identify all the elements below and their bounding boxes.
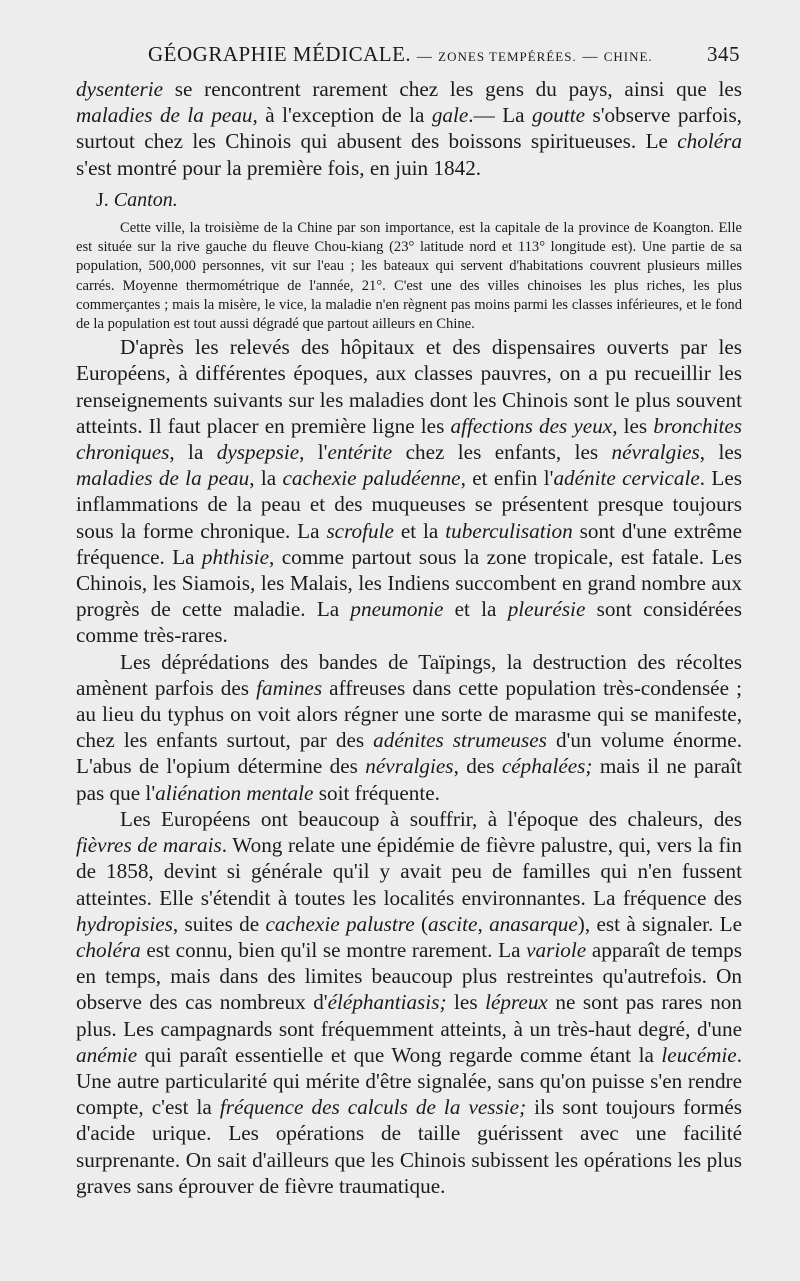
disease-term: céphalées; <box>501 754 593 779</box>
text-run: ), est à signaler. Le <box>577 911 743 936</box>
text-run: , des <box>453 754 502 779</box>
disease-term: hydropisies <box>76 911 173 936</box>
disease-term: entérite <box>327 440 393 465</box>
text-run: , à l'exception de la <box>252 103 432 128</box>
text-run: , l' <box>299 440 328 465</box>
text-run: apparaît de temps en temps, mais dans des limites beaucoup plus restreintes qu'autrefois. On observe des cas nombreux d' <box>76 937 742 1015</box>
city-note: Cette ville, la troisième de la Chine par son importance, est la capitale de la province de Koangton. Elle est située sur la rive gauche du fleuve Chou-kiang (23° latitude nord et 113° longitude est). Une partie de sa population, 500,000 personnes, vit sur l'eau ; les bateaux qui servent d'habitations couvrent plusieurs milles carrés. Moyenne thermométrique de l'année, 21°. C'est une des villes chinoises les plus riches, les plus commerçantes ; mais la misère, le vice, la maladie n'en règnent pas moins parmi les classes inférieures, et le fond de la population est tout aussi dégradé que partout ailleurs en Chine. <box>76 220 742 333</box>
disease-term: cachexie palustre <box>265 911 415 936</box>
disease-term: choléra <box>76 937 141 962</box>
disease-term: anémie <box>76 1042 138 1067</box>
text-run: , la <box>249 466 283 491</box>
text-run: et la <box>443 597 508 622</box>
disease-term: dyspepsie <box>216 440 300 465</box>
text-run: , la <box>169 440 217 465</box>
disease-term: famines <box>256 675 323 700</box>
disease-term: anasarque <box>489 911 578 936</box>
disease-term: leucémie <box>661 1042 737 1067</box>
text-run: , <box>477 911 490 936</box>
text-run: soit fréquente. <box>313 780 440 805</box>
disease-term: fréquence des calculs de la vessie; <box>219 1095 527 1120</box>
text-run: affreuses dans cette population très-condensée ; au lieu du typhus on voit alors régner une sorte de marasme qui se manifeste, chez les enfants surtout, par des <box>76 675 742 753</box>
text-run: , les <box>612 413 654 438</box>
disease-term: gale <box>431 103 469 128</box>
paragraph-2 <box>76 649 742 806</box>
text-run: se rencontrent rarement chez les gens du pays, ainsi que les <box>163 77 742 101</box>
text-run: s'observe parfois, surtout chez les Chinois qui abusent des boissons spiritueuses. Le <box>76 103 742 154</box>
text-run: , les <box>699 440 742 465</box>
text-run: , comme partout sous la zone tropicale, est fatale. Les Chinois, les Siamois, les Malais, les Indiens succombent en grand nombre aux progrès de cette maladie. La <box>76 544 742 622</box>
disease-term: ascite <box>428 911 478 936</box>
text-run: . Une autre particularité qui mérite d'être signalée, sans qu'on puisse s'en rendre compte, c'est la <box>76 1042 742 1120</box>
text-run: , suites de <box>172 911 266 936</box>
disease-term: adénite cervicale <box>553 466 700 491</box>
text-run: d'un volume énorme. L'abus de l'opium détermine des <box>76 728 742 779</box>
text-run: sont considérées comme très-rares. <box>76 597 742 648</box>
text-run: Les déprédations des bandes de Taïpings, la destruction des récoltes amènent parfois des <box>76 649 742 700</box>
text-run: chez les enfants, les <box>392 440 612 465</box>
header-title <box>148 42 653 67</box>
disease-term: névralgies <box>611 440 700 465</box>
text-run: ne sont pas rares non plus. Les campagnards sont fréquemment atteints, à un très-haut degré, d'une <box>76 990 742 1041</box>
paragraph-intro <box>76 76 742 181</box>
disease-term: choléra <box>677 129 742 154</box>
disease-term: affections des yeux <box>450 413 613 438</box>
text-run: D'après les relevés des hôpitaux et des dispensaires ouverts par les Européens, à différentes époques, aux classes pauvres, on a pu recueillir les renseignements suivants sur les maladies dont les Chinois sont le plus souvent atteints. Il faut placer en première ligne les <box>76 335 742 438</box>
text-run: s'est montré pour la première fois, en juin 1842. <box>76 155 482 180</box>
section-heading <box>96 187 742 213</box>
disease-term: maladies de la peau <box>76 466 250 491</box>
text-run: , et enfin l' <box>460 466 554 491</box>
text-run: est connu, bien qu'il se montre rarement. La <box>140 937 527 962</box>
disease-term: aliénation mentale <box>155 780 314 805</box>
header-separator: — <box>416 49 433 65</box>
disease-term: névralgies <box>365 754 454 779</box>
paragraph-1 <box>76 334 742 648</box>
disease-term: pneumonie <box>350 597 444 622</box>
text-run: mais il ne paraît pas que l' <box>76 754 742 805</box>
header-separator: — <box>582 49 598 65</box>
text-run: ( <box>414 911 429 936</box>
disease-term: cachexie paludéenne <box>282 466 461 491</box>
text-run: les <box>446 990 486 1015</box>
text-run: qui paraît essentielle et que Wong regarde comme étant la <box>137 1042 662 1067</box>
disease-term: tuberculisation <box>445 518 573 543</box>
disease-term: fièvres de marais <box>76 833 222 858</box>
disease-term: lépreux <box>485 990 548 1015</box>
text-run: . Les inflammations de la peau et des muqueuses se présentent presque toujours sous la forme chronique. La <box>76 466 743 543</box>
disease-term: adénites strumeuses <box>373 728 547 753</box>
text-run: ils sont toujours formés d'acide urique. Les opérations de taille guérissent avec une facilité surprenante. On sait d'ailleurs que les Chinois subissent les opérations les plus graves sans éprouver de fièvre traumatique. <box>76 1095 742 1198</box>
header-zone: ZONES TEMPÉRÉES. <box>438 49 577 64</box>
page-number: 345 <box>707 42 740 66</box>
header-book-title: GÉOGRAPHIE MÉDICALE. <box>148 42 412 66</box>
disease-term: pleurésie <box>507 597 586 622</box>
disease-term: maladies de la peau <box>76 103 253 128</box>
disease-term: phthisie <box>201 544 270 569</box>
disease-term: scrofule <box>326 518 394 543</box>
header-country: CHINE. <box>603 49 653 64</box>
section-name: Canton. <box>113 188 178 211</box>
page-body <box>76 76 742 1199</box>
text-run: Les Européens ont beaucoup à souffrir, à l'époque des chaleurs, des <box>120 806 742 831</box>
text-run: . Wong relate une épidémie de fièvre palustre, qui, vers la fin de 1858, devint si générale qu'il y avait peu de familles qui n'en fussent atteintes. Elle s'étendit à toutes les localités environnantes. La fréquence des <box>76 833 742 910</box>
disease-term: variole <box>526 937 587 962</box>
disease-term: éléphantiasis; <box>327 990 447 1015</box>
disease-term: dysenterie <box>76 77 164 101</box>
text-run: et la <box>393 518 446 543</box>
paragraph-3 <box>76 806 742 1199</box>
disease-term: goutte <box>532 103 585 128</box>
disease-term: bronchites chroniques <box>76 413 742 465</box>
text-run: sont d'une extrême fréquence. La <box>76 518 742 569</box>
running-header <box>78 40 740 74</box>
section-letter: J. <box>96 188 114 211</box>
text-run: .— La <box>468 103 533 128</box>
